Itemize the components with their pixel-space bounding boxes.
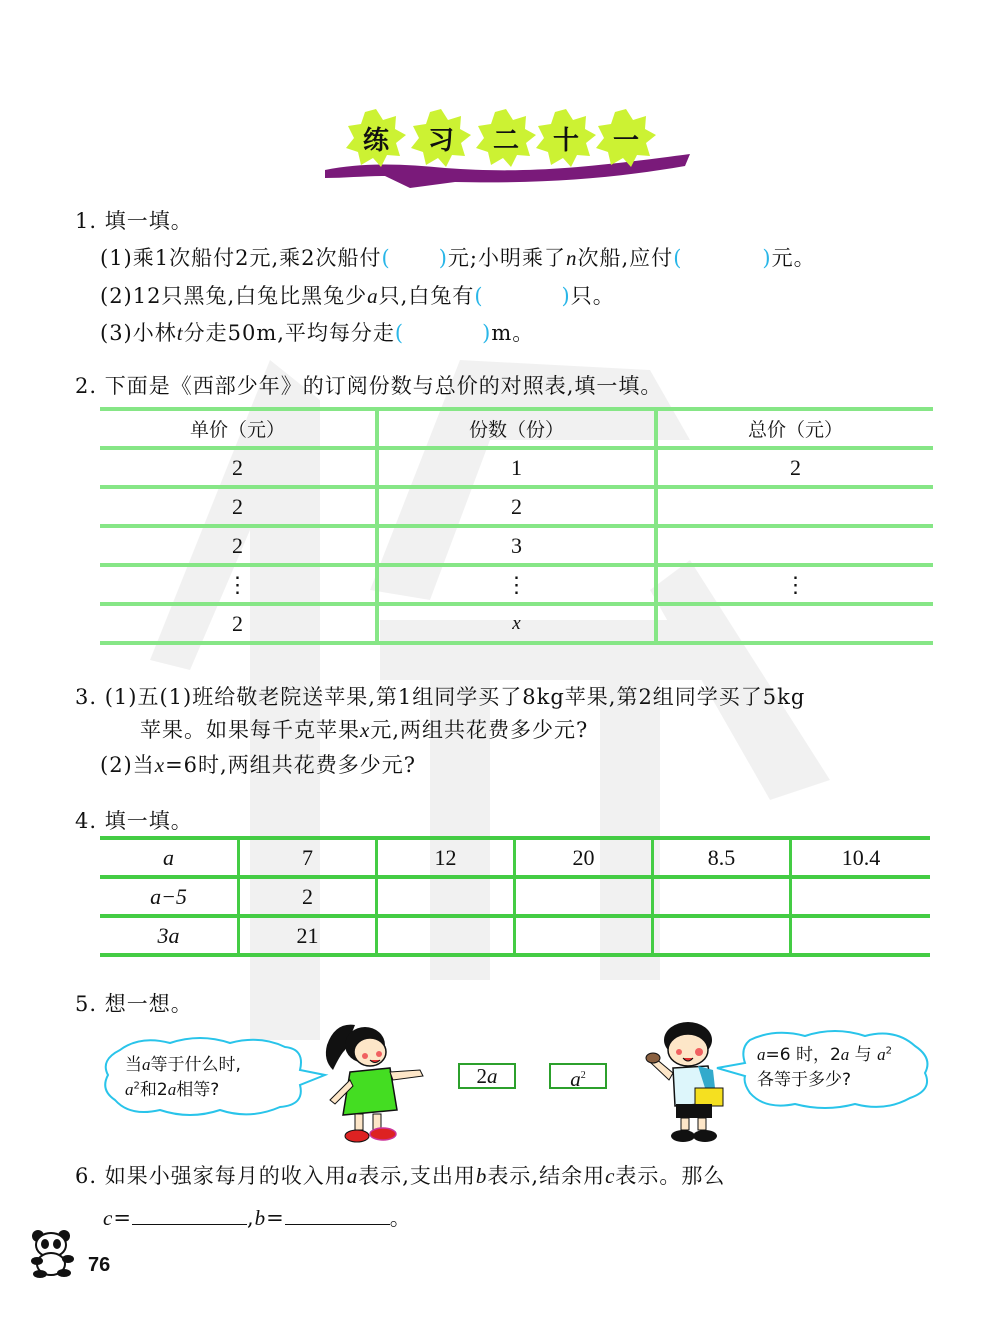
cell-total-price[interactable]: 2 xyxy=(656,448,933,487)
q4-heading: 4. 填一填。 xyxy=(75,809,193,833)
table-row xyxy=(100,526,933,565)
boy-bubble-line1 xyxy=(757,1040,892,1065)
table-row xyxy=(100,916,930,955)
q1-part2 xyxy=(100,280,615,310)
girl-illustration xyxy=(315,1020,430,1145)
blank-open-paren: ( xyxy=(673,246,683,270)
table-row xyxy=(100,604,933,643)
q1-part1-mid: 元;小明乘了 xyxy=(447,246,566,270)
title-char: 二 xyxy=(492,126,519,156)
expression-box-2a xyxy=(458,1063,516,1089)
q6-text: 表示,支出用 xyxy=(358,1164,476,1188)
cell-total-price[interactable] xyxy=(656,526,933,565)
q2-heading: 2. 下面是《西部少年》的订阅份数与总价的对照表,填一填。 xyxy=(75,374,663,398)
var-a: a xyxy=(840,1045,850,1064)
title-char: 一 xyxy=(612,126,639,156)
table-cell[interactable] xyxy=(791,916,931,955)
q3-line3-b: =6时,两组共花费多少元? xyxy=(165,753,416,777)
table-cell: 20 xyxy=(515,838,653,877)
table-cell: 2 xyxy=(239,877,377,916)
header-total-price: 总价（元） xyxy=(656,409,933,448)
superscript: 2 xyxy=(885,1045,892,1057)
var-t: t xyxy=(176,321,184,345)
q3-line1: 3. (1)五(1)班给敬老院送苹果,第1组同学买了8kg苹果,第2组同学买了5kg xyxy=(75,685,806,709)
title-star xyxy=(535,108,597,170)
table-cell: 12 xyxy=(377,838,515,877)
blank-close-paren: ) xyxy=(438,246,448,270)
var-a: a xyxy=(346,1164,359,1188)
blank-close-paren: ) xyxy=(762,246,772,270)
row-label: a−5 xyxy=(100,877,239,916)
q6-line2 xyxy=(103,1202,412,1232)
var-x: x xyxy=(154,753,166,777)
q6-line1 xyxy=(75,1160,725,1190)
answer-blank-c[interactable] xyxy=(132,1206,247,1225)
q6-text: 表示,结余用 xyxy=(487,1164,606,1188)
q5-heading: 5. 想一想。 xyxy=(75,992,193,1016)
var-n: n xyxy=(566,246,578,270)
var-a: a xyxy=(757,1045,766,1064)
table-cell[interactable] xyxy=(653,916,791,955)
box-number: 2 xyxy=(476,1064,487,1088)
expression-table xyxy=(100,836,930,957)
superscript: 2 xyxy=(133,1080,140,1092)
title-banner xyxy=(335,108,685,188)
table-row xyxy=(100,877,930,916)
q1-part3 xyxy=(100,317,534,347)
q1-heading: 1. 填一填。 xyxy=(75,209,193,233)
q1-part1-mid2: 次船,应付 xyxy=(577,246,674,270)
var-a: a xyxy=(877,1045,886,1064)
q1-part3-mid: 分走50m,平均每分走 xyxy=(183,321,395,345)
var-c: c xyxy=(605,1164,616,1188)
equals-sign: = xyxy=(266,1206,285,1230)
table-cell[interactable] xyxy=(515,877,653,916)
table-cell: 10.4 xyxy=(791,838,931,877)
title-char: 练 xyxy=(362,126,389,156)
cell-total-price: ⋮ xyxy=(656,565,933,604)
answer-blank-b[interactable] xyxy=(285,1206,390,1225)
q3-line3 xyxy=(100,749,416,779)
title-star xyxy=(595,108,657,170)
var-x: x xyxy=(360,718,371,742)
table-cell[interactable] xyxy=(515,916,653,955)
q1-part1 xyxy=(100,242,816,272)
var-a: a xyxy=(142,1055,151,1074)
title-char: 习 xyxy=(427,126,454,156)
cell-copies: x xyxy=(377,604,656,643)
panda-icon xyxy=(28,1228,80,1278)
q3-line2 xyxy=(140,714,588,744)
cell-unit-price: 2 xyxy=(100,487,377,526)
cell-copies: 2 xyxy=(377,487,656,526)
title-char: 十 xyxy=(552,126,579,156)
cell-unit-price: 2 xyxy=(100,604,377,643)
q1-part1-prefix: (1)乘1次船付2元,乘2次船付 xyxy=(100,246,382,270)
header-copies: 份数（份） xyxy=(377,409,656,448)
table-row xyxy=(100,565,933,604)
bubble-text: 和2 xyxy=(139,1080,168,1100)
bubble-text: 当 xyxy=(125,1055,142,1075)
table-row xyxy=(100,487,933,526)
table-cell[interactable] xyxy=(653,877,791,916)
bubble-text: 相等? xyxy=(176,1080,220,1100)
girl-bubble-line2 xyxy=(125,1075,219,1100)
table-cell[interactable] xyxy=(377,916,515,955)
cell-copies: 3 xyxy=(377,526,656,565)
row-label: a xyxy=(100,838,239,877)
page-number: 76 xyxy=(88,1254,111,1276)
q1-part1-suffix: 元。 xyxy=(771,246,816,270)
blank-close-paren: ) xyxy=(561,284,571,308)
var-b: b xyxy=(254,1206,267,1230)
bubble-text: 等于什么时, xyxy=(150,1055,241,1075)
blank-open-paren: ( xyxy=(381,246,391,270)
table-cell[interactable] xyxy=(377,877,515,916)
cell-unit-price: 2 xyxy=(100,448,377,487)
period: 。 xyxy=(389,1206,412,1230)
bubble-text: 与 xyxy=(849,1045,878,1065)
var-c: c xyxy=(103,1206,114,1230)
q3-line2-a: 苹果。如果每千克苹果 xyxy=(140,718,360,742)
var-a: a xyxy=(125,1080,134,1099)
row-label: 3a xyxy=(100,916,239,955)
var-a: a xyxy=(167,1080,177,1099)
q1-part3-prefix: (3)小林 xyxy=(100,321,177,345)
q3-line2-b: 元,两组共花费多少元? xyxy=(370,718,589,742)
q6-text: 表示。那么 xyxy=(615,1164,726,1188)
q1-part2-prefix: (2)12只黑兔,白兔比黑兔少 xyxy=(100,284,368,308)
subscription-table xyxy=(100,407,933,645)
cell-total-price[interactable] xyxy=(656,487,933,526)
cell-unit-price: ⋮ xyxy=(100,565,377,604)
superscript: 2 xyxy=(580,1070,586,1081)
cell-total-price[interactable] xyxy=(656,604,933,643)
var-a: a xyxy=(487,1064,498,1088)
var-a: a xyxy=(570,1067,581,1091)
table-cell: 8.5 xyxy=(653,838,791,877)
q3-line3-a: (2)当 xyxy=(100,753,155,777)
table-header-row xyxy=(100,409,933,448)
cell-copies: 1 xyxy=(377,448,656,487)
table-row xyxy=(100,838,930,877)
table-cell: 21 xyxy=(239,916,377,955)
table-row xyxy=(100,448,933,487)
comma: , xyxy=(246,1206,255,1230)
title-star xyxy=(345,108,407,170)
q1-part2-suffix: 只。 xyxy=(570,284,615,308)
table-cell: 7 xyxy=(239,838,377,877)
q1-part3-suffix: m。 xyxy=(491,321,535,345)
q1-part2-mid: 只,白兔有 xyxy=(378,284,475,308)
expression-box-a-squared xyxy=(549,1063,607,1089)
header-unit-price: 单价（元） xyxy=(100,409,377,448)
cell-unit-price: 2 xyxy=(100,526,377,565)
var-a: a xyxy=(367,284,379,308)
cell-copies: ⋮ xyxy=(377,565,656,604)
title-star xyxy=(410,108,472,170)
blank-open-paren: ( xyxy=(394,321,405,345)
var-b: b xyxy=(475,1164,488,1188)
girl-bubble-line1 xyxy=(125,1050,241,1075)
boy-bubble-line2: 各等于多少? xyxy=(757,1070,852,1090)
table-cell[interactable] xyxy=(791,877,931,916)
blank-close-paren: ) xyxy=(482,321,492,345)
bubble-text: =6 时，2 xyxy=(765,1045,841,1065)
equals-sign: = xyxy=(113,1206,132,1230)
title-star xyxy=(475,108,537,170)
blank-open-paren: ( xyxy=(474,284,484,308)
q6-text: 6. 如果小强家每月的收入用 xyxy=(75,1164,347,1188)
